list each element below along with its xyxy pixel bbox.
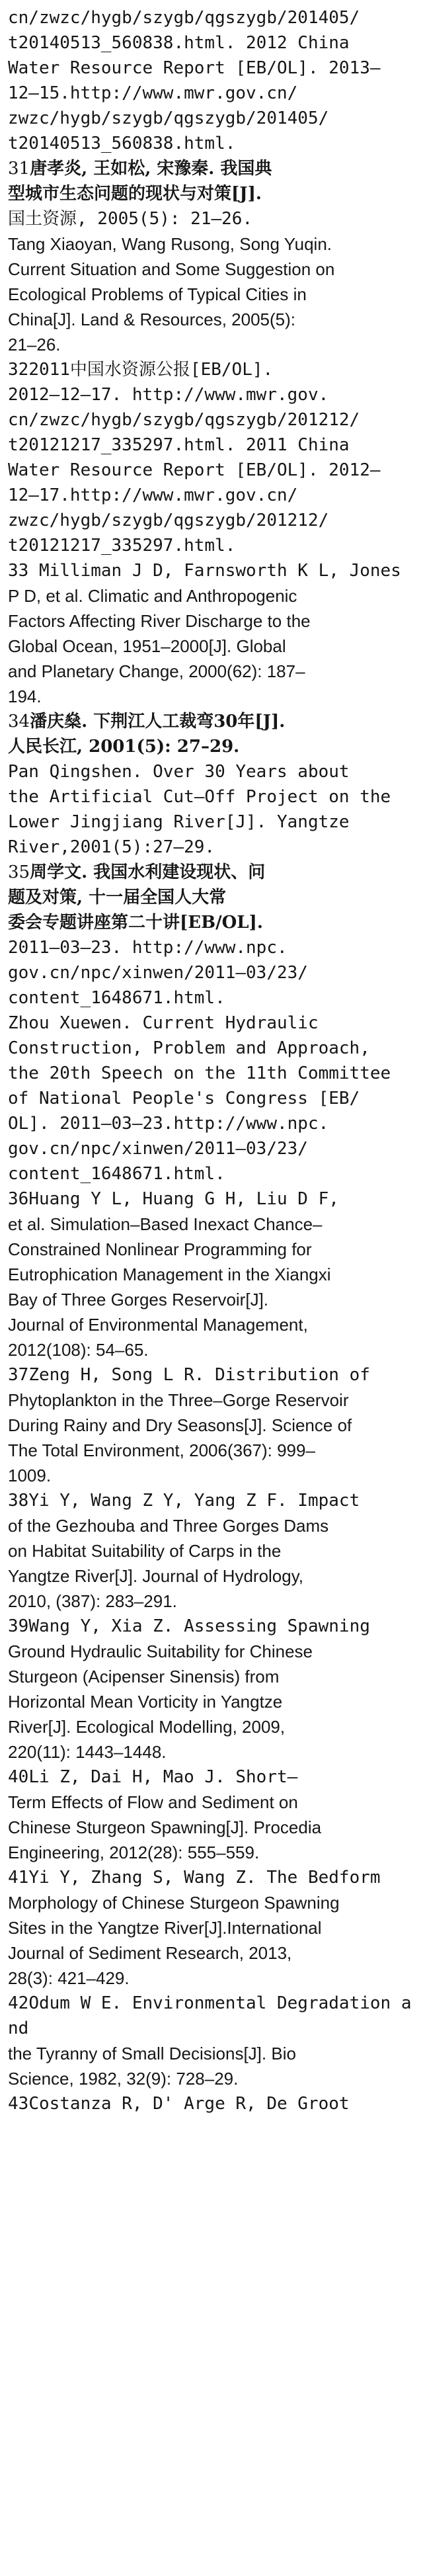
reference-number: 31 bbox=[8, 159, 30, 179]
reference-33 bbox=[8, 558, 419, 709]
reference-line: Engineering, 2012(28): 555–559. bbox=[8, 1843, 260, 1862]
reference-line: Eutrophication Management in the Xiangxi bbox=[8, 1265, 331, 1284]
reference-line: zwzc/hygb/szygb/qgszygb/201212/ bbox=[8, 511, 329, 530]
reference-line: Wang Y, Xia Z. Assessing Spawning bbox=[28, 1616, 370, 1636]
reference-number: 40 bbox=[8, 1767, 29, 1787]
reference-line: Journal of Environmental Management, bbox=[8, 1315, 308, 1335]
reference-line: gov.cn/npc/xinwen/2011–03/23/ bbox=[8, 1139, 308, 1159]
reference-line: Ecological Problems of Typical Cities in bbox=[8, 284, 307, 304]
reference-31 bbox=[8, 156, 419, 357]
reference-37 bbox=[8, 1362, 419, 1488]
reference-line: Odum W E. Environmental Degradation and bbox=[8, 1993, 412, 2038]
reference-number: 43 bbox=[8, 2094, 29, 2114]
reference-line: Science, 1982, 32(9): 728–29. bbox=[8, 2069, 239, 2089]
reference-line: Sturgeon (Acipenser Sinensis) from bbox=[8, 1667, 280, 1686]
reference-line: 委会专题讲座第二十讲[EB/OL]. bbox=[8, 913, 263, 933]
reference-line: Morphology of Chinese Sturgeon Spawning bbox=[8, 1893, 340, 1913]
reference-line: the 20th Speech on the 11th Committee bbox=[8, 1063, 391, 1083]
reference-line: Water Resource Report [EB/OL]. 2013– bbox=[8, 58, 381, 78]
reference-line: Zhou Xuewen. Current Hydraulic bbox=[8, 1013, 319, 1033]
reference-35 bbox=[8, 860, 419, 1186]
reference-39 bbox=[8, 1614, 419, 1765]
reference-line: Water Resource Report [EB/OL]. 2012– bbox=[8, 460, 381, 480]
reference-line: 28(3): 421–429. bbox=[8, 1968, 130, 1988]
reference-line: Phytoplankton in the Three–Gorge Reservoir bbox=[8, 1390, 349, 1410]
reference-line: Constrained Nonlinear Programming for bbox=[8, 1239, 312, 1259]
reference-number: 33 bbox=[8, 561, 29, 581]
reference-30-continuation bbox=[8, 5, 419, 156]
reference-line: cn/zwzc/hygb/szygb/qgszygb/201405/ bbox=[8, 8, 360, 28]
reference-line: 2012–12–17. http://www.mwr.gov. bbox=[8, 385, 329, 405]
reference-line: 唐孝炎, 王如松, 宋豫秦. 我国典 bbox=[30, 159, 272, 179]
reference-38 bbox=[8, 1488, 419, 1614]
reference-34 bbox=[8, 709, 419, 860]
reference-line: t20121217_335297.html. 2011 China bbox=[8, 435, 350, 455]
reference-line: Current Situation and Some Suggestion on bbox=[8, 259, 335, 279]
reference-36 bbox=[8, 1186, 419, 1362]
reference-line: Milliman J D, Farnsworth K L, Jones bbox=[38, 561, 401, 581]
reference-line: 12–15.http://www.mwr.gov.cn/ bbox=[8, 83, 298, 103]
reference-line: 2011中国水资源公报[EB/OL]. bbox=[28, 360, 274, 380]
reference-line: zwzc/hygb/szygb/qgszygb/201405/ bbox=[8, 108, 329, 128]
reference-line: et al. Simulation–Based Inexact Chance– bbox=[8, 1214, 323, 1234]
reference-line: 型城市生态问题的现状与对策[J]. bbox=[8, 184, 262, 204]
reference-42 bbox=[8, 1991, 419, 2091]
reference-line: the Artificial Cut–Off Project on the bbox=[8, 787, 391, 807]
reference-line: 194. bbox=[8, 686, 42, 706]
reference-line: 题及对策, 十一届全国人大常 bbox=[8, 888, 227, 907]
reference-line: Term Effects of Flow and Sediment on bbox=[8, 1792, 298, 1812]
reference-line: Horizontal Mean Vorticity in Yangtze bbox=[8, 1692, 283, 1712]
reference-line: 潘庆燊. 下荆江人工裁弯30年[J]. bbox=[30, 712, 286, 731]
reference-line: P D, et al. Climatic and Anthropogenic bbox=[8, 586, 297, 606]
reference-number: 37 bbox=[8, 1365, 29, 1385]
reference-number: 34 bbox=[8, 712, 30, 731]
reference-line: Zeng H, Song L R. Distribution of bbox=[28, 1365, 370, 1385]
reference-32 bbox=[8, 357, 419, 558]
reference-line: Journal of Sediment Research, 2013, bbox=[8, 1943, 292, 1963]
reference-line: of the Gezhouba and Three Gorges Dams bbox=[8, 1516, 329, 1536]
reference-line: Chinese Sturgeon Spawning[J]. Procedia bbox=[8, 1817, 322, 1837]
reference-line: River[J]. Ecological Modelling, 2009, bbox=[8, 1717, 286, 1737]
reference-line: Ground Hydraulic Suitability for Chinese bbox=[8, 1641, 313, 1661]
reference-line: Costanza R, D' Arge R, De Groot bbox=[28, 2094, 350, 2114]
reference-line: OL]. 2011–03–23.http://www.npc. bbox=[8, 1114, 329, 1134]
reference-line: Yangtze River[J]. Journal of Hydrology, bbox=[8, 1566, 304, 1586]
reference-line: the Tyranny of Small Decisions[J]. Bio bbox=[8, 2044, 296, 2063]
reference-line: Sites in the Yangtze River[J].International bbox=[8, 1918, 322, 1938]
reference-line: 人民长江, 2001(5): 27–29. bbox=[8, 737, 240, 757]
reference-line: River,2001(5):27–29. bbox=[8, 837, 215, 857]
reference-line: During Rainy and Dry Seasons[J]. Science of bbox=[8, 1415, 352, 1435]
reference-line: Li Z, Dai H, Mao J. Short– bbox=[28, 1767, 298, 1787]
reference-line: 2011–03–23. http://www.npc. bbox=[8, 938, 288, 958]
reference-line: t20121217_335297.html. bbox=[8, 536, 236, 556]
reference-line: Factors Affecting River Discharge to the bbox=[8, 611, 311, 631]
reference-line: 2010, (387): 283–291. bbox=[8, 1591, 177, 1611]
reference-line: content_1648671.html. bbox=[8, 988, 225, 1008]
reference-number: 39 bbox=[8, 1616, 29, 1636]
reference-line: China[J]. Land & Resources, 2005(5): bbox=[8, 310, 296, 329]
reference-line: 220(11): 1443–1448. bbox=[8, 1742, 167, 1762]
reference-43 bbox=[8, 2091, 419, 2116]
reference-line: on Habitat Suitability of Carps in the bbox=[8, 1541, 282, 1561]
reference-line: Bay of Three Gorges Reservoir[J]. bbox=[8, 1290, 269, 1309]
reference-line: Pan Qingshen. Over 30 Years about bbox=[8, 762, 350, 782]
reference-line: The Total Environment, 2006(367): 999– bbox=[8, 1440, 315, 1460]
reference-line: 周学文. 我国水利建设现状、问 bbox=[30, 862, 266, 882]
reference-number: 32 bbox=[8, 360, 29, 380]
reference-number: 42 bbox=[8, 1993, 29, 2013]
reference-line: 12–17.http://www.mwr.gov.cn/ bbox=[8, 485, 298, 505]
reference-line: Yi Y, Zhang S, Wang Z. The Bedform bbox=[28, 1868, 381, 1888]
reference-41 bbox=[8, 1865, 419, 1991]
reference-40 bbox=[8, 1765, 419, 1865]
reference-line: Huang Y L, Huang G H, Liu D F, bbox=[28, 1189, 339, 1209]
reference-line: t20140513_560838.html. bbox=[8, 134, 236, 153]
reference-number: 36 bbox=[8, 1189, 29, 1209]
reference-line: 1009. bbox=[8, 1466, 52, 1485]
reference-line: cn/zwzc/hygb/szygb/qgszygb/201212/ bbox=[8, 410, 360, 430]
reference-line: Global Ocean, 1951–2000[J]. Global bbox=[8, 636, 286, 656]
reference-line: content_1648671.html. bbox=[8, 1164, 225, 1184]
reference-line: 2012(108): 54–65. bbox=[8, 1340, 149, 1360]
reference-line: Construction, Problem and Approach, bbox=[8, 1038, 370, 1058]
reference-line: Tang Xiaoyan, Wang Rusong, Song Yuqin. bbox=[8, 234, 332, 254]
reference-line: t20140513_560838.html. 2012 China bbox=[8, 33, 350, 53]
reference-number: 38 bbox=[8, 1491, 29, 1511]
reference-line: Yi Y, Wang Z Y, Yang Z F. Impact bbox=[28, 1491, 360, 1511]
reference-number: 41 bbox=[8, 1868, 29, 1888]
reference-line: of National People's Congress [EB/ bbox=[8, 1089, 360, 1108]
reference-line: 国土资源, 2005(5): 21–26. bbox=[8, 209, 253, 229]
reference-line: gov.cn/npc/xinwen/2011–03/23/ bbox=[8, 963, 308, 983]
reference-line: Lower Jingjiang River[J]. Yangtze bbox=[8, 812, 350, 832]
reference-line: 21–26. bbox=[8, 335, 61, 354]
reference-number: 35 bbox=[8, 862, 30, 882]
reference-line: and Planetary Change, 2000(62): 187– bbox=[8, 661, 305, 681]
